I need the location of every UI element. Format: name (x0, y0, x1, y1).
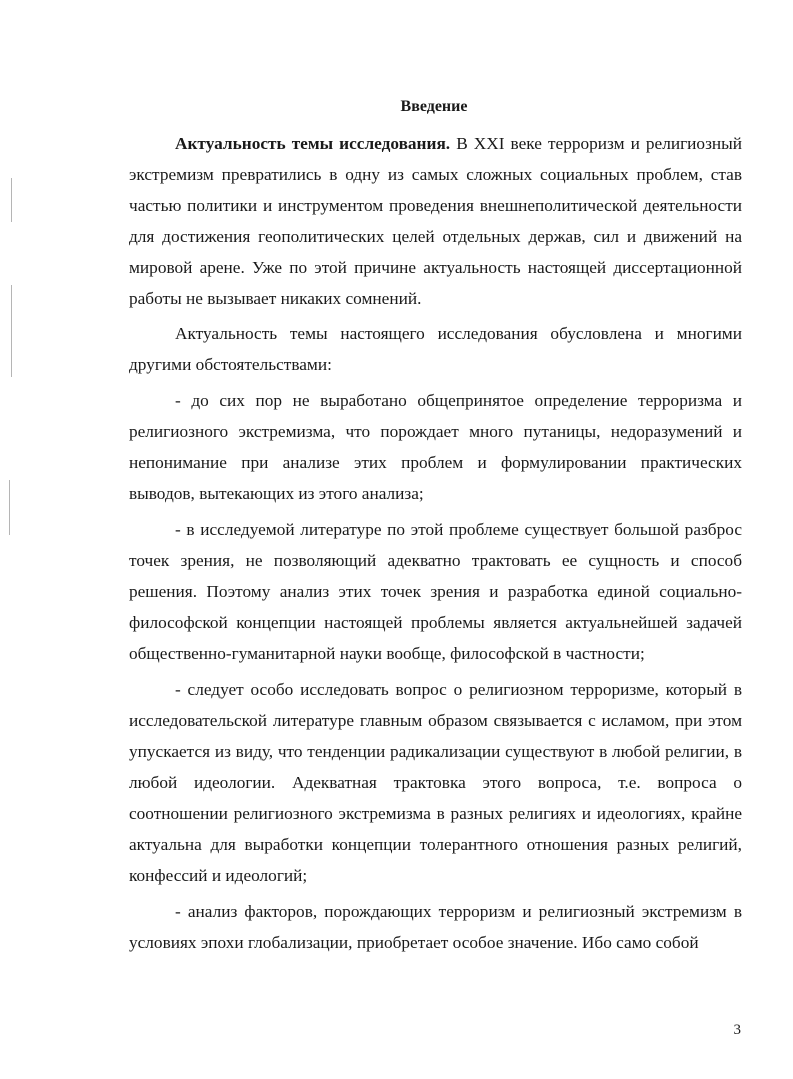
section-heading: Введение (400, 98, 468, 115)
paragraph: - следует особо исследовать вопрос о религиозном терроризме, который в исследовательской литературе главным образом связывается с исламом, при этом упускается из виду, что тенденции радикализации существуют в любой религии, в любой идеологии. Адекватная трактовка этого вопроса, т.е. вопроса о соотношении религиозного экстремизма в разных религиях и идеологиях, крайне актуальна для выработки концепции толерантного отношения разных религий, конфессий и идеологий; (129, 680, 742, 885)
scan-margin-mark (11, 285, 12, 377)
paragraph: Актуальность темы настоящего исследования обусловлена и многими другими обстоятельствами: (129, 324, 742, 374)
scan-margin-mark (11, 178, 12, 222)
scan-margin-mark (9, 480, 10, 535)
body-text (129, 128, 742, 962)
paragraph: - в исследуемой литературе по этой проблеме существует большой разброс точек зрения, не позволяющий адекватно трактовать ее сущность и способ решения. Поэтому анализ этих точек зрения и разработка единой социально-философской концепции настоящей проблемы является актуальнейшей задачей общественно-гуманитарной науки вообще, философской в частности; (129, 520, 742, 663)
paragraph-lead: Актуальность темы исследования. (175, 134, 451, 153)
paragraph: - анализ факторов, порождающих терроризм и религиозный экстремизм в условиях эпохи глобализации, приобретает особое значение. Ибо само собой (129, 902, 742, 952)
paragraph: - до сих пор не выработано общепринятое определение терроризма и религиозного экстремизма, что порождает много путаницы, недоразумений и непонимание при анализе этих проблем и формулировании практических выводов, вытекающих из этого анализа; (129, 391, 742, 503)
paragraph-text: В XXI веке терроризм и религиозный экстремизм превратились в одну из самых сложных социальных проблем, став частью политики и инструментом проведения внешнеполитической деятельности для достижения геополитических целей отдельных держав, сил и движений на мировой арене. Уже по этой причине актуальность настоящей диссертационной работы не вызывает никаких сомнений. (129, 134, 742, 308)
page-number: 3 (733, 1022, 741, 1038)
paragraph (129, 128, 742, 314)
